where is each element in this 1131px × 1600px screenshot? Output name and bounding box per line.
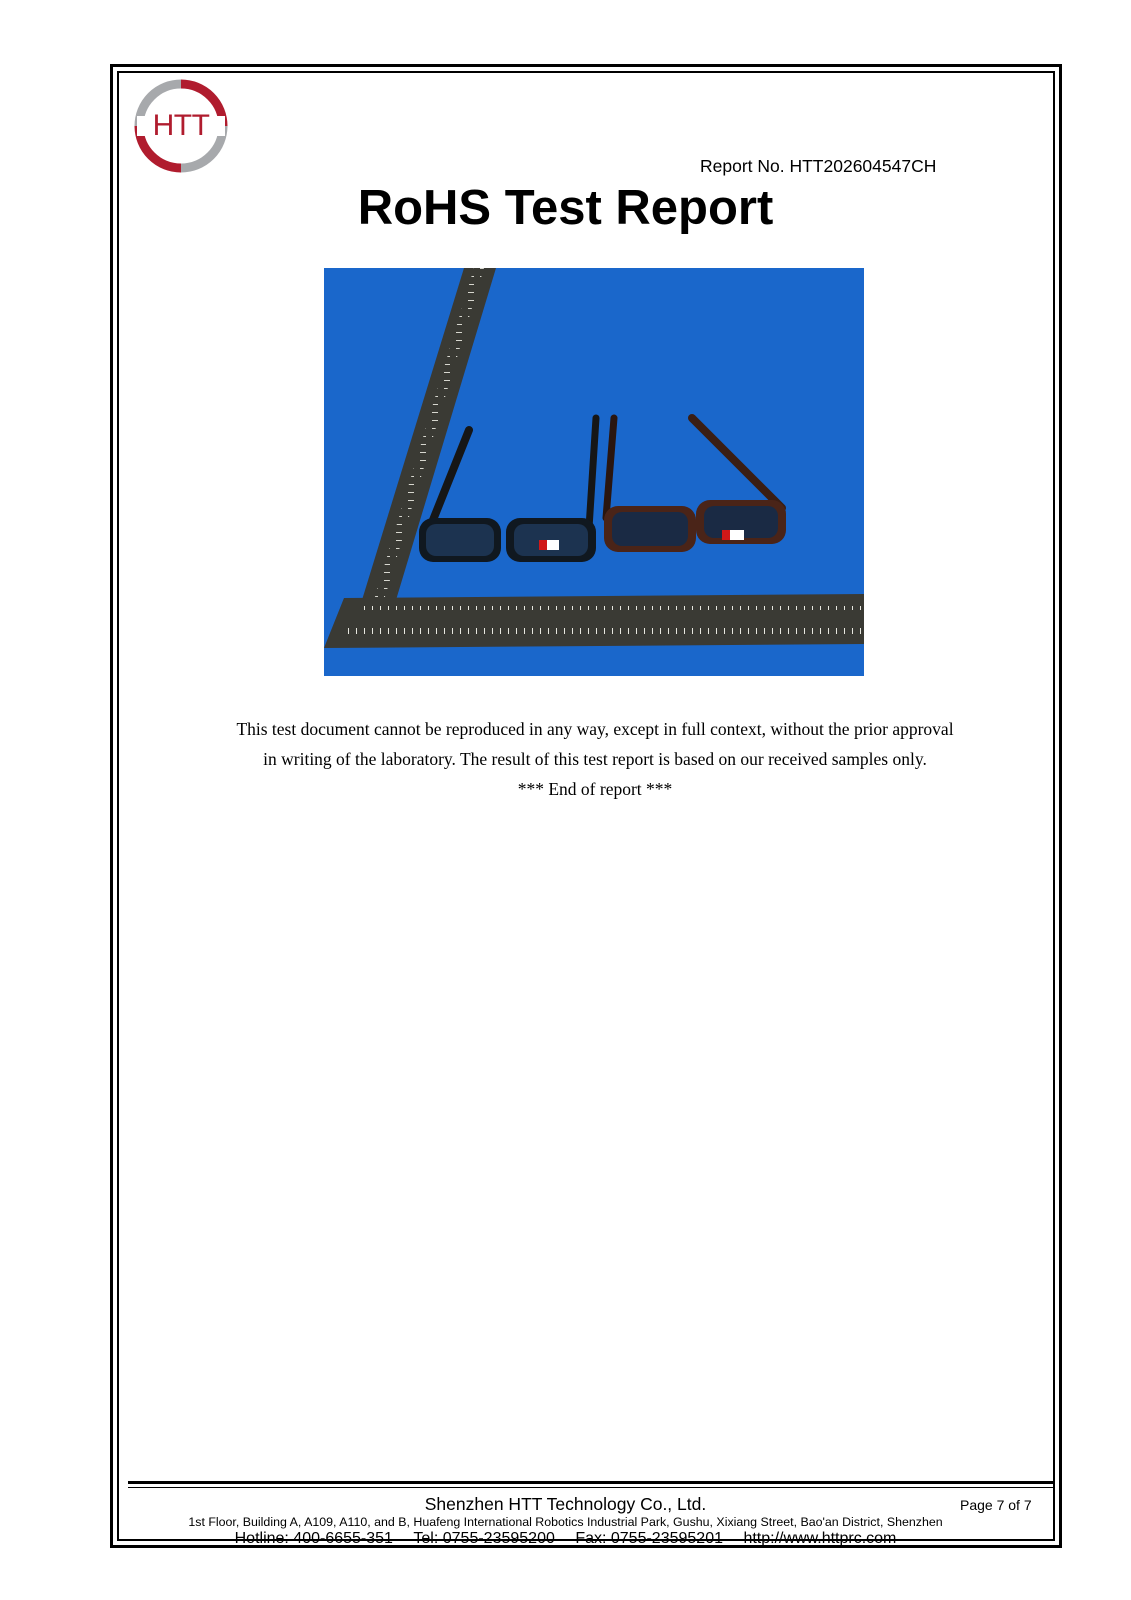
company-address: 1st Floor, Building A, A109, A110, and B, Huafeng International Robotics Industrial Park, Gushu, Xixiang Street, Bao'an District, Shenzhen xyxy=(188,1515,943,1529)
sample-photo xyxy=(324,268,864,676)
ruler-horizontal-arm xyxy=(324,594,864,648)
logo-text: HTT xyxy=(152,109,210,142)
telephone: Tel: 0755-23595200 xyxy=(413,1530,555,1547)
footer-divider-thin xyxy=(128,1487,1055,1488)
website-link[interactable]: http://www.httprc.com xyxy=(743,1530,897,1547)
htt-logo xyxy=(133,78,229,174)
disclaimer-line-2: in writing of the laboratory. The result of this test report is based on our received samples only. xyxy=(263,749,927,769)
footer-divider-thick xyxy=(128,1481,1055,1484)
fax: Fax: 0755-23595201 xyxy=(575,1530,723,1547)
end-of-report: *** End of report *** xyxy=(517,779,673,799)
report-number: Report No. HTT202604547CH xyxy=(700,156,937,176)
company-name: Shenzhen HTT Technology Co., Ltd. xyxy=(424,1494,707,1514)
disclaimer-block xyxy=(140,714,1050,804)
contact-line xyxy=(0,1530,1131,1548)
hotline: Hotline: 400-6655-351 xyxy=(234,1530,393,1547)
page-number: Page 7 of 7 xyxy=(960,1497,1032,1513)
disclaimer-line-1: This test document cannot be reproduced in any way, except in full context, without the prior approval xyxy=(236,719,954,739)
page-title: RoHS Test Report xyxy=(357,181,774,235)
